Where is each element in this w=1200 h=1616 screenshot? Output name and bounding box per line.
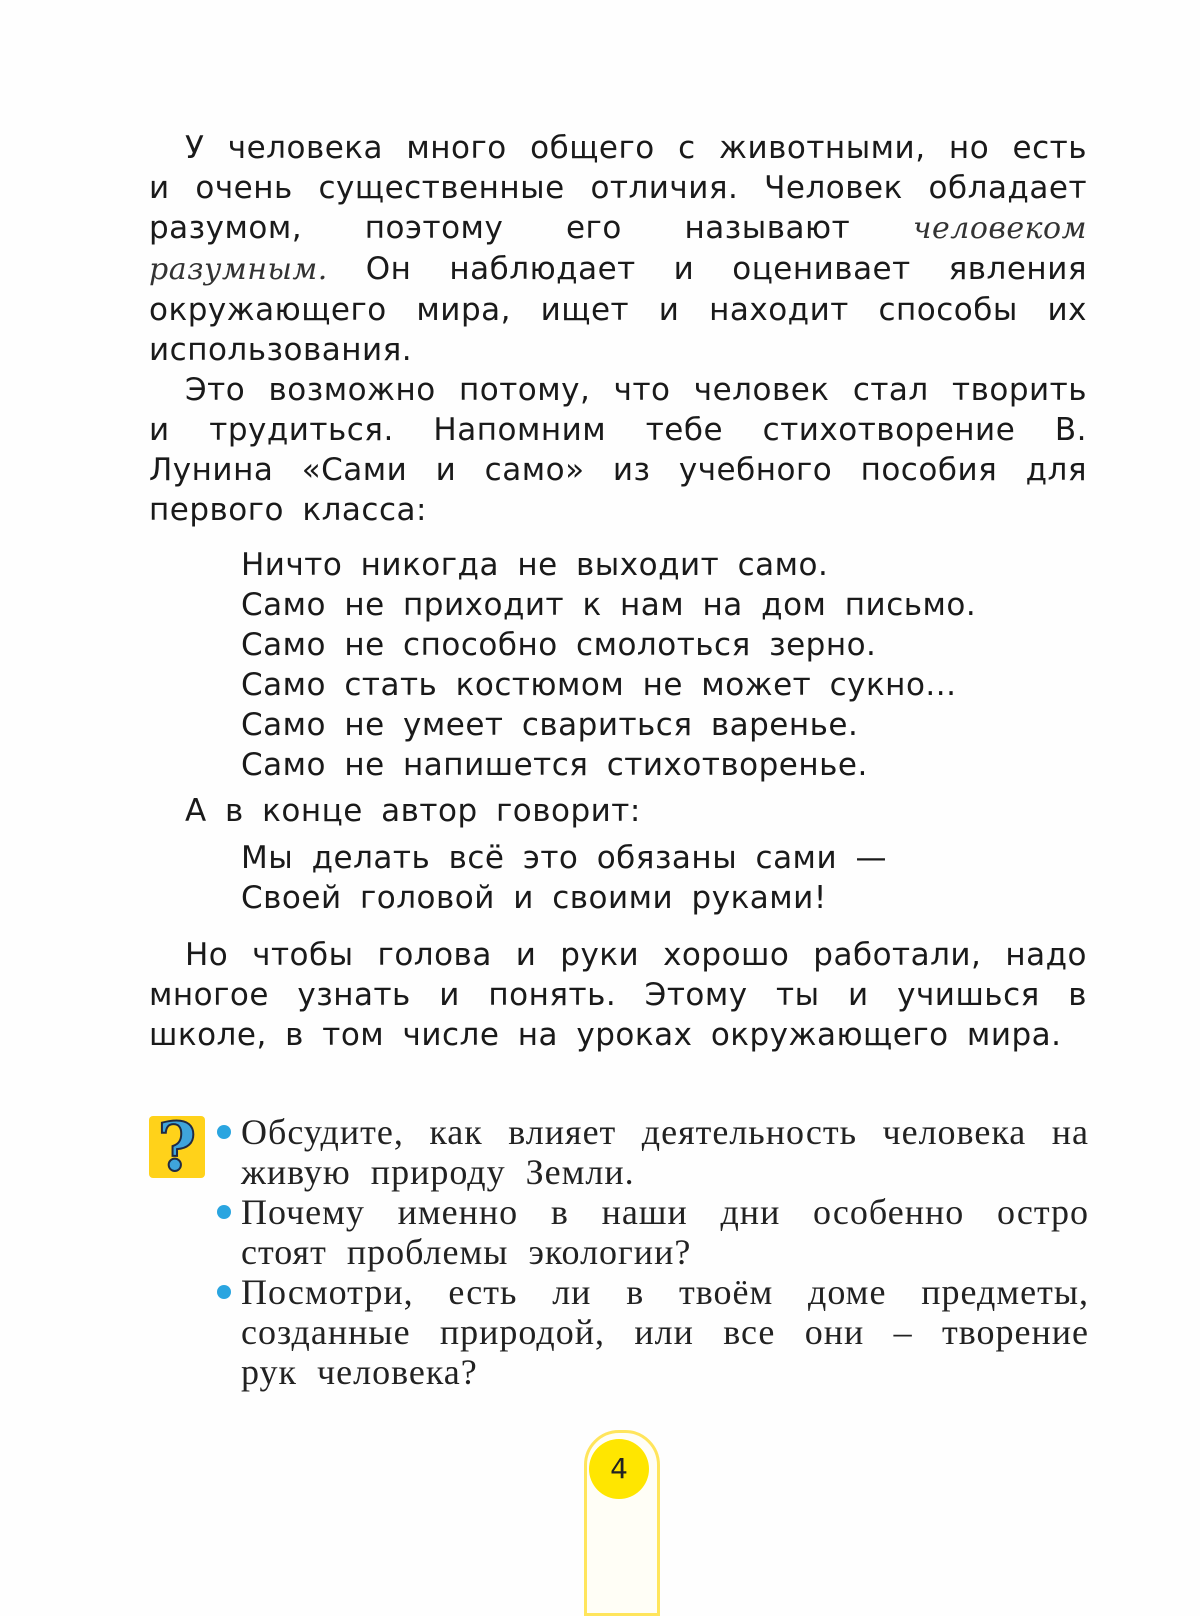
poem-line: Ничто никогда не выходит само.: [241, 547, 829, 583]
poem: [241, 545, 976, 785]
poem-line: Само не способно смолоться зерно.: [241, 627, 877, 663]
paragraph-1: [149, 128, 1087, 370]
author-intro: [149, 791, 1087, 831]
question-mark-icon: ?: [149, 1116, 205, 1178]
paragraph-4: Но чтобы голова и руки хорошо работали, надо многое узнать и понять. Этому ты и учишься в школе, в том числе на уроках окружающего мира.: [149, 937, 1087, 1053]
question-list: [213, 1112, 1089, 1392]
question-item: Посмотри, есть ли в твоём доме предметы, созданные природой, или все они – творение рук человека?: [213, 1272, 1089, 1392]
paragraph-1-part-2: Он наблюдает и оценивает явления окружающего мира, ищет и находит способы их использования.: [149, 251, 1087, 368]
poem-ending: [241, 838, 887, 918]
term-italic: человеком разумным.: [149, 211, 1087, 287]
question-item: Обсудите, как влияет деятельность человека на живую природу Земли.: [213, 1112, 1089, 1192]
poem-line: Само не умеет свариться варенье.: [241, 707, 859, 743]
poem-line: Само стать костюмом не может сукно...: [241, 667, 957, 703]
paragraph-1-part-1: У человека много общего с животными, но есть и очень существенные отличия. Человек обладает разумом, поэтому его называют: [149, 130, 1087, 246]
poem-line: Само не напишется стихотворенье.: [241, 747, 868, 783]
poem-end-line: Своей головой и своими руками!: [241, 880, 827, 916]
paragraph-2: Это возможно потому, что человек стал творить и трудиться. Напомним тебе стихотворение В. Лунина «Сами и само» из учебного пособия для первого класса:: [149, 372, 1087, 528]
paragraph-3: А в конце автор говорит:: [185, 793, 641, 829]
intro-text: [149, 128, 1087, 530]
poem-line: Само не приходит к нам на дом письмо.: [241, 587, 977, 623]
poem-end-line: Мы делать всё это обязаны сами —: [241, 840, 887, 876]
conclusion-text: [149, 935, 1087, 1055]
question-item: Почему именно в наши дни особенно остро стоят проблемы экологии?: [213, 1192, 1089, 1272]
page-number: 4: [589, 1439, 649, 1499]
